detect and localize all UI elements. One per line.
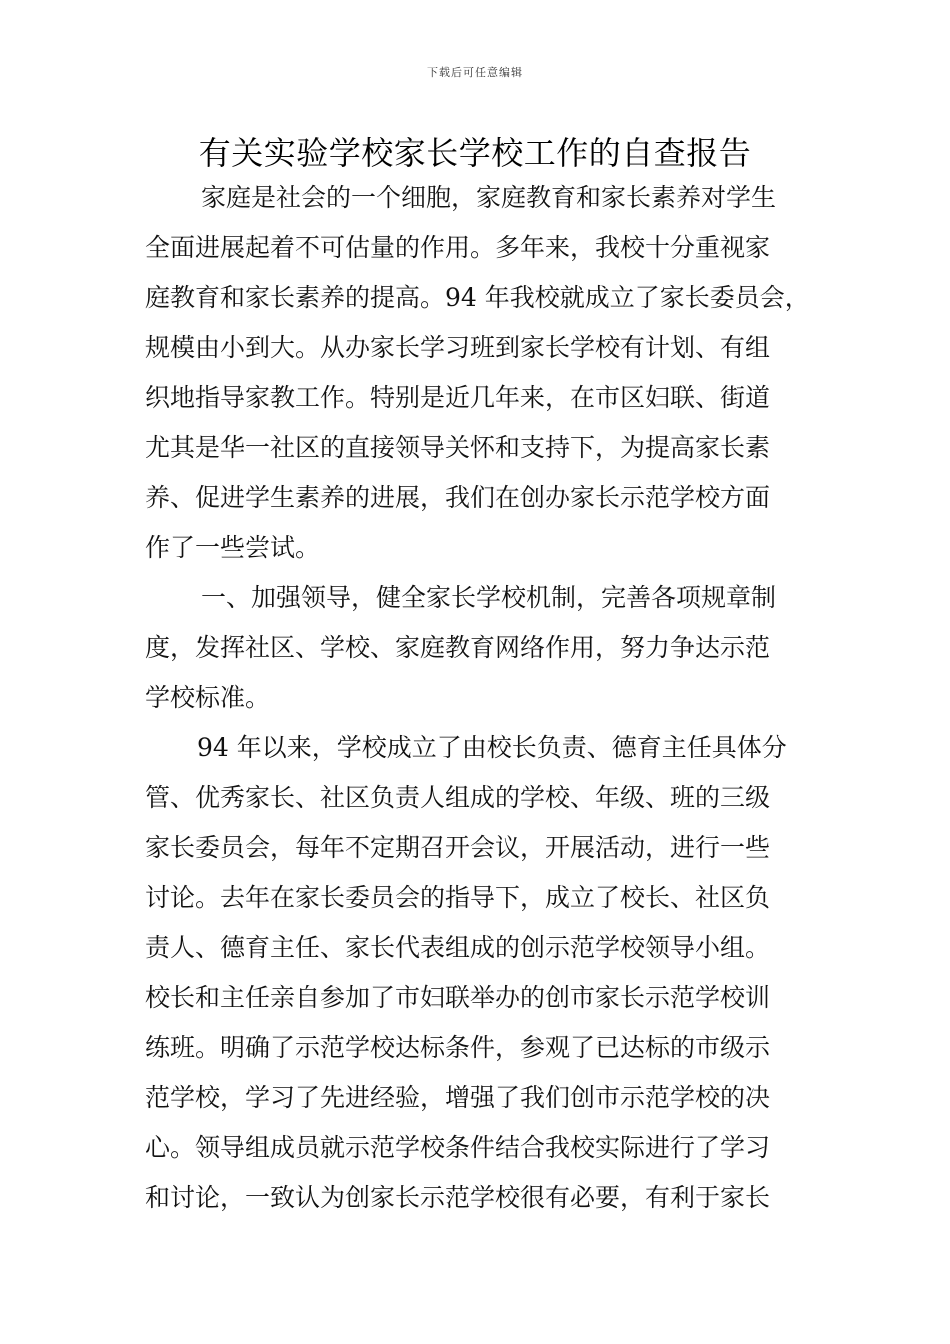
paragraph-2-line-2: 管、优秀家长、社区负责人组成的学校、年级、班的三级	[145, 783, 771, 812]
paragraph-1-line-3: 庭教育和家长素养的提高。94 年我校就成立了家长委员会，	[145, 283, 810, 312]
paragraph-2-line-4: 讨论。去年在家长委员会的指导下，成立了校长、社区负	[145, 883, 771, 912]
document-body	[145, 173, 820, 1223]
paragraph-1-line-8: 作了一些尝试。	[145, 533, 321, 562]
paragraph-2-line-6: 校长和主任亲自参加了市妇联举办的创市家长示范学校训	[145, 983, 771, 1012]
paragraph-2-line-5: 责人、德育主任、家长代表组成的创示范学校领导小组。	[145, 933, 771, 962]
paragraph-1-line-4: 规模由小到大。从办家长学习班到家长学校有计划、有组	[145, 333, 771, 362]
paragraph-1-line-2: 全面进展起着不可估量的作用。多年来，我校十分重视家	[145, 233, 771, 262]
paragraph-2-line-7: 练班。明确了示范学校达标条件，参观了已达标的市级示	[145, 1033, 771, 1062]
document-title: 有关实验学校家长学校工作的自查报告	[198, 134, 752, 172]
paragraph-1-line-7: 养、促进学生素养的进展，我们在创办家长示范学校方面	[145, 483, 771, 512]
paragraph-2-line-3: 家长委员会，每年不定期召开会议，开展活动，进行一些	[145, 833, 771, 862]
paragraph-2-line-9: 心。领导组成员就示范学校条件结合我校实际进行了学习	[145, 1133, 771, 1162]
paragraph-1-line-5: 织地指导家教工作。特别是近几年来，在市区妇联、街道	[145, 383, 771, 412]
paragraph-1-line-6: 尤其是华一社区的直接领导关怀和支持下，为提高家长素	[145, 433, 771, 462]
paragraph-2-line-10: 和讨论，一致认为创家长示范学校很有必要，有利于家长	[145, 1183, 771, 1212]
paragraph-1-line-1: 家庭是社会的一个细胞，家庭教育和家长素养对学生	[201, 183, 777, 212]
page-header-note: 下载后可任意编辑	[427, 66, 523, 79]
section-heading-line-1: 一、加强领导，健全家长学校机制，完善各项规章制	[201, 583, 777, 612]
section-heading-line-2: 度，发挥社区、学校、家庭教育网络作用，努力争达示范	[145, 633, 771, 662]
paragraph-2-line-1: 94 年以来，学校成立了由校长负责、德育主任具体分	[197, 733, 787, 762]
section-heading-line-3: 学校标准。	[145, 683, 271, 712]
paragraph-2-line-8: 范学校，学习了先进经验，增强了我们创市示范学校的决	[145, 1083, 771, 1112]
